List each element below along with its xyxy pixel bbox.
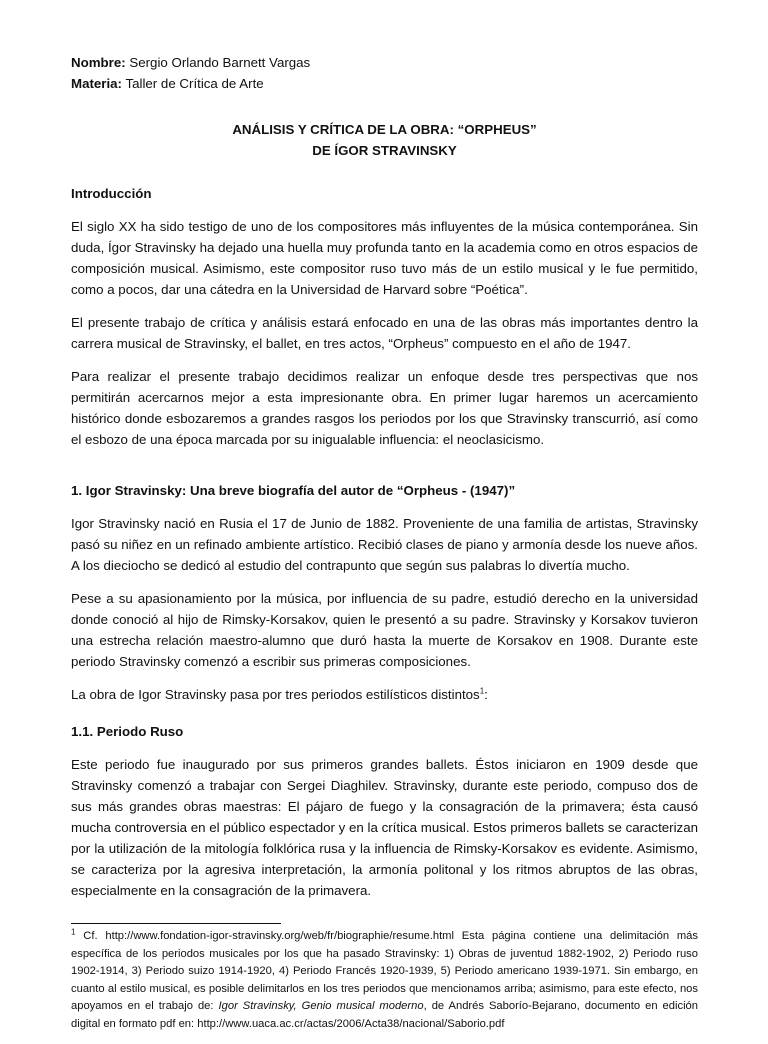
intro-heading: Introducción [71, 186, 152, 201]
materia-value: Taller de Crítica de Arte [122, 76, 264, 91]
footnote-reference[interactable]: 1 [479, 686, 485, 696]
nombre-label: Nombre: [71, 55, 126, 70]
section-1-1-paragraph-1: Este periodo fue inaugurado por sus primeros grandes ballets. Éstos iniciaron en 1909 desde que Stravinsky comenzó a trabajar con Sergei Diaghilev. Stravinsky, durante este periodo, compuso dos de sus más grandes obras maestras: El pájaro de fuego y la consagración de la primavera; ésta causó mucha controversia en el público espectador y en la crítica musical. Estos primeros ballets se caracterizan por la utilización de la mitología folklórica rusa y la influencia de Rimsky-Korsakov es evidente. Asimismo, se caracteriza por la agresiva interpretación, la armonía politonal y los ritmos abruptos de las obras, especialmente en la consagración de la primavera. [71, 757, 698, 898]
section-1-paragraph-3-end: : [484, 687, 488, 702]
intro-paragraph-3: Para realizar el presente trabajo decidimos realizar un enfoque desde tres perspectivas que nos permitirán acercarnos mejor a esta impresionante obra. En primer lugar haremos un acercamiento histórico donde esbozaremos a grandes rasgos los periodos por los que Stravinsky transcurrió, así como el esbozo de una época marcada por su inigualable influencia: el neoclasicismo. [71, 369, 698, 447]
section-1-paragraph-3-text: La obra de Igor Stravinsky pasa por tres periodos estilísticos distintos [71, 687, 480, 702]
footnote-text-b: , de Andrés Saborío-Bejarano, documento en edición digital en formato pdf en: http://www.uaca.ac.cr/actas/2006/Acta38/nacional/Saborio.pdf [71, 1000, 698, 1030]
section-1-paragraph-1: Igor Stravinsky nació en Rusia el 17 de Junio de 1882. Proveniente de una familia de artistas, Stravinsky pasó su niñez en un refinado ambiente artístico. Recibió clases de piano y armonía desde los nueve años. A los dieciocho se dedicó al estudio del contrapunto que según sus palabras lo divertía mucho. [71, 516, 698, 573]
section-1-1-heading: 1.1. Periodo Ruso [71, 724, 184, 739]
materia-label: Materia: [71, 76, 122, 91]
intro-paragraph-2: El presente trabajo de crítica y análisis estará enfocado en una de las obras más importantes dentro la carrera musical de Stravinsky, el ballet, en tres actos, “Orpheus” compuesto en el año de 1947. [71, 315, 698, 351]
author-line [71, 52, 698, 73]
subject-line [71, 73, 698, 94]
title-line-1: ANÁLISIS Y CRÍTICA DE LA OBRA: “ORPHEUS” [232, 122, 537, 137]
footnote-cited-title: Igor Stravinsky, Genio musical moderno [218, 1000, 424, 1012]
nombre-value: Sergio Orlando Barnett Vargas [125, 55, 311, 70]
document-page [71, 52, 698, 1044]
footnote-divider [71, 923, 281, 924]
footnote [71, 928, 698, 1033]
footnote-number: 1 [71, 927, 76, 937]
footnote-text-a: Cf. http://www.fondation-igor-stravinsky.org/web/fr/biographie/resume.html Esta página contiene una delimitación más específica de los periodos musicales por los que ha pasado Stravinsky: 1) Obras de juventud 1882-1902, 2) Periodo ruso 1902-1914, 3) Periodo suizo 1914-1920, 4) Periodo Francés 1920-1939, 5) Periodo americano 1939-1971. Sin embargo, en cuanto al estilo musical, es posible delimitarlos en los tres periodos que mencionamos arriba; asimismo, para este efecto, nos apoyamos en el trabajo de: [71, 930, 698, 1012]
document-title [71, 119, 698, 161]
intro-paragraph-1: El siglo XX ha sido testigo de uno de los compositores más influyentes de la música contemporánea. Sin duda, Ígor Stravinsky ha dejado una huella muy profunda tanto en la academia como en otros espacios de composición musical. Asimismo, este compositor ruso tuvo más de un estilo musical y le fue permitido, como a pocos, dar una cátedra en la Universidad de Harvard sobre “Poética”. [71, 219, 698, 297]
title-line-2: DE ÍGOR STRAVINSKY [312, 143, 457, 158]
section-1-paragraph-3 [71, 684, 698, 705]
section-1-heading: 1. Igor Stravinsky: Una breve biografía del autor de “Orpheus - (1947)” [71, 483, 516, 498]
section-1-paragraph-2: Pese a su apasionamiento por la música, por influencia de su padre, estudió derecho en la universidad donde conoció al hijo de Rimsky-Korsakov, quien le presentó a su padre. Stravinsky y Korsakov tuvieron una estrecha relación maestro-alumno que duró hasta la muerte de Korsakov en 1908. Durante este periodo Stravinsky comenzó a escribir sus primeras composiciones. [71, 591, 698, 669]
